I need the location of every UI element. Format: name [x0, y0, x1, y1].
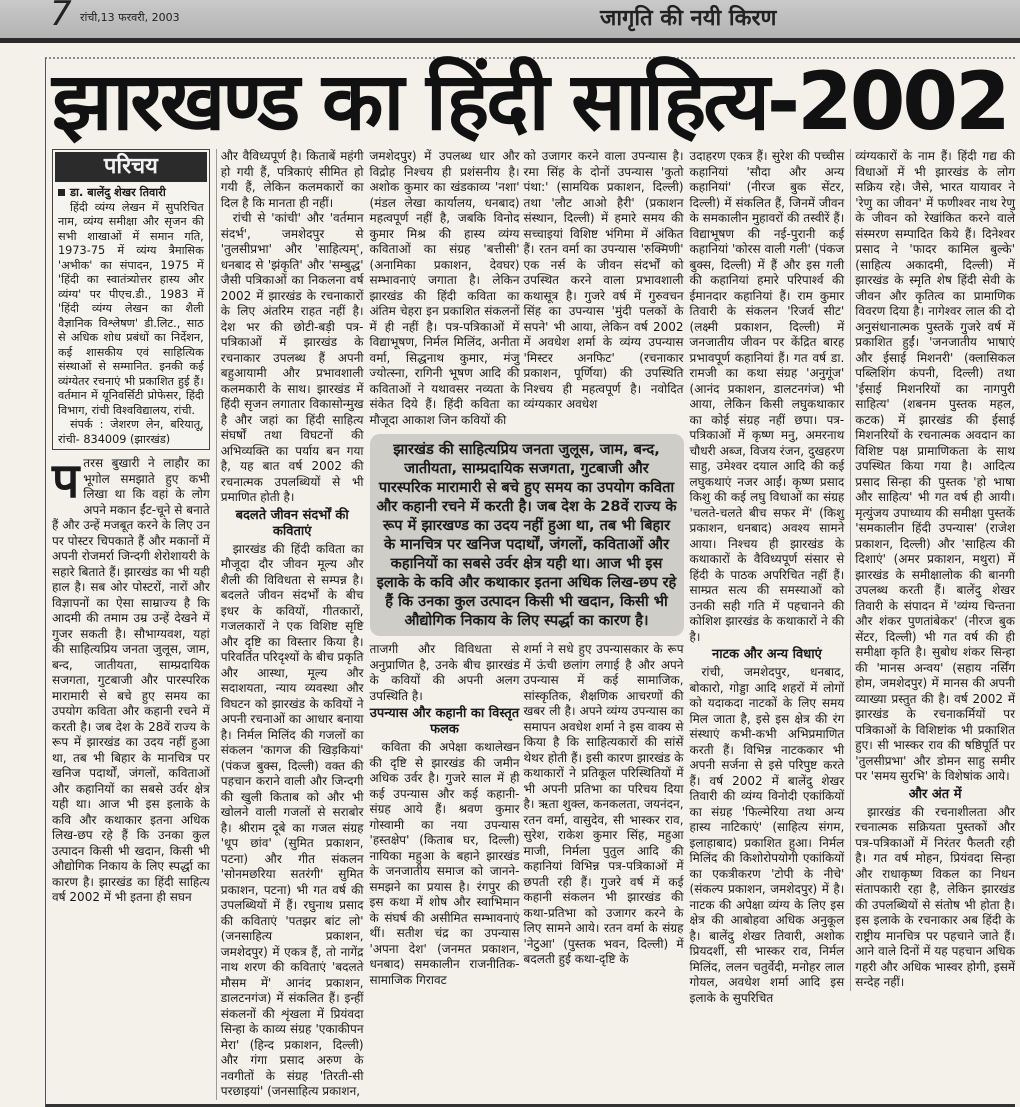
paragraph: झारखंड की हिंदी कविता का मौजूदा दौर जीवन मूल्य और शैली की विविधता से सम्पन्न है। बदलते जीवन संदर्भों के बीच इधर के कवियों, गीतकारों, गजलकारों ने एक विशिष्ट सृष्टि और दृष्टि का विस्तार किया है। परिवर्तित परिदृश्यों के बीच प्रकृति और आस्था, मूल्य और सदाशयता, न्याय व्यवस्था और विघटन को झारखंड के कवियों ने अपनी रचनाओं का आधार बनाया है। निर्मल मिलिंद की गजलों का संकलन 'कागज की खिड़कियां' (पंकज बुक्स, दिल्ली) वक्त की पहचान कराने वाली और जिन्दगी की खुली किताब को और भी खोलने वाली गजलों से सराबोर है। श्रीराम दूबे का गजल संग्रह 'धूप छांव' (सुमित प्रकाशन, पटना) और गीत संकलन 'सोनमछरिया सतरंगी' सुमित प्रकाशन, पटना) भी गत वर्ष की उपलब्धियों में हैं। रघुनाथ प्रसाद की कविताएं 'पतझर बांट लो' (जनसाहित्य प्रकाशन, जमशेदपुर) में एकत्र हैं, तो नागेंद्र नाथ शरण की कविताएं 'बदलते मौसम में' आनंद प्रकाशन, डालटनगंज) में संकलित हैं। इन्हीं संकलनों की शृंखला में प्रियंवदा सिन्हा के काव्य संग्रह 'एकाकीपन मेरा' (हिन्द प्रकाशन, दिल्ली) और गंगा प्रसाद अरुण के नवगीतों के संग्रह 'तिरती-सी परछाइयां' (जनसाहित्य प्रकाशन,	[220, 541, 364, 1098]
column-3-bottom	[370, 642, 520, 988]
column-4-bottom	[524, 642, 684, 988]
lead-column	[52, 453, 210, 906]
author-bio-text: हिंदी व्यंग्य लेखन में सुपरिचित नाम, व्यंग्य समीक्षा और सृजन की सभी शाखाओं में समान गति, 1973-75 में व्यंग्य त्रैमासिक 'अभीक' का संपादन, 1975 में 'हिंदी का स्वातंत्र्योत्तर हास्य और व्यंग्य' पर पीएच.डी., 1983 में 'हिंदी व्यंग्य लेखन का शैली वैज्ञानिक विश्लेषण' डी.लिट., साठ से अधिक शोध प्रबंधों का निर्देशन, कई शासकीय एवं साहित्यिक संस्थाओं से सम्मानित. इनकी कई व्यंग्येतर रचनाएं भी प्रकाशित हुई हैं। वर्तमान में यूनिवर्सिटी प्रोफेसर, हिंदी विभाग, रांची विश्वविद्यालय, रांची.	[58, 200, 204, 417]
article-columns	[52, 149, 1015, 1100]
column-6	[850, 149, 1015, 991]
middle-columns	[370, 149, 684, 988]
column-3-top	[370, 149, 520, 428]
subheading: नाटक और अन्य विधाएं	[712, 647, 822, 662]
paragraph: जमशेदपुर) में उपलब्ध धार और विद्रोह निश्चय ही प्रशंसनीय है। अशोक कुमार का खंडकाव्य 'नशा' (मंडल लेखा कार्यालय, धनबाद) महत्वपूर्ण नहीं है, जबकि विनोद कुमार मिश्र की हास्य व्यंग्य कविताओं का संग्रह 'बत्तीसी' (अनामिका प्रकाशन, देवघर) सम्भावनाएं जगाता है। लेकिन झारखंड की हिंदी कविता का अंतिम चेहरा इन प्रकाशित संकलनों में ही नहीं है। पत्र-पत्रिकाओं में विद्याभूषण, निर्मल मिलिंद, अनीता वर्मा, सिद्धनाथ कुमार, मंजु ज्योत्स्ना, रागिनी भूषण आदि की कविताओं ने यथावसर नव्यता के संकेत दिये हैं। हिंदी कविता का मौजूदा आकाश जिन कवियों की	[369, 149, 520, 427]
paragraph: को उजागर करने वाला उपन्यास है। रमा सिंह के दोनों उपन्यास 'कुतो पंथा:' (सामयिक प्रकाशन, दिल्ली) तथा 'लौट आओ हैरी' (प्रकाशन संस्थान, दिल्ली) में हमारे समय की सच्चाइयां विशिष्ट भंगिमा में अंकित हैं। रतन वर्मा का उपन्यास 'रुक्मिणी' एक नर्स के जीवन संदर्भों को उपस्थित करने वाला प्रभावशाली कथासूत्र है। गुजरे वर्ष में गुरुवचन सिंह का उपन्यास 'मुंदी पलकों के सपने' भी आया, लेकिन वर्ष 2002 में अवधेश शर्मा के व्यंग्य उपन्यास 'मिस्टर अनफिट' (रचनाकार प्रकाशन, पूर्णिया) की उपस्थिति निश्चय ही महत्वपूर्ण है। नवोदित व्यंग्यकार अवधेश	[523, 149, 684, 411]
subheading: और अंत में	[908, 786, 962, 802]
page-header-bar	[0, 0, 1020, 43]
paragraph: कविता की अपेक्षा कथालेखन की दृष्टि से झारखंड की जमीन अधिक उर्वर है। गुजरे साल में ही कई उपन्यास और कई कहानी-संग्रह आये हैं। श्रवण कुमार गोस्वामी का नया उपन्यास 'हस्तक्षेप' (किताब घर, दिल्ली) नायिका महुआ के बहाने झारखंड के जनजातीय समाज को जानने-समझने का प्रयास है। रंगपुर की इस कथा में शोष और स्वाभिमान के संघर्ष की असीमित सम्भावनाएं थीं। सतीश चंद्र का उपन्यास 'अपना देश' (जनमत प्रकाशन, धनबाद) समकालीन राजनीतिक-सामाजिक गिरावट	[369, 740, 520, 987]
page-number: 7	[50, 0, 72, 34]
paragraph: रांची, जमशेदपुर, धनबाद, बोकारो, गोड्डा आदि शहरों में लोगों को यदाकदा नाटकों के लिए समय मिल जाता है, इसे इस क्षेत्र की रंग संस्थाएं कभी-कभी अभिप्रमाणित करती हैं। विभिन्न नाटककार भी अपनी सर्जना से इसे परिपुष्ट करते हैं। वर्ष 2002 में बालेंदु शेखर तिवारी की व्यंग्य विनोदी एकांकियों का संग्रह 'फिल्मेरिया तथा अन्य हास्य नाटिकाएं' (साहित्य संगम, इलाहाबाद) प्रकाशित हुआ। निर्मल मिलिंद की किशोरोपयोगी एकांकियों का एकत्रीकरण 'टोपी के नीचे' (संकल्प प्रकाशन, जमशेदपुर) में है। नाटक की अपेक्षा व्यंग्य के लिए इस क्षेत्र की आबोहवा अधिक अनुकूल है। बालेंदु शेखर तिवारी, अशोक प्रियदर्शी, सी भास्कर राव, निर्मल मिलिंद, ललन चतुर्वेदी, मनोहर लाल गोयल, अवधेश शर्मा आदि इस इलाके के सुपरिचित	[689, 665, 845, 1005]
column-5	[690, 149, 845, 1006]
dateline: रांची,13 फरवरी, 2003	[80, 11, 180, 24]
author-name: डा. बालेंदु शेखर तिवारी	[58, 186, 204, 201]
article-frame	[45, 57, 1015, 1107]
pull-quote-box	[370, 434, 684, 636]
drop-cap: प	[52, 453, 80, 509]
pull-quote-text: झारखंड की साहित्यप्रिय जनता जुलूस, जाम, बन्द, जातीयता, साम्प्रदायिक सजगता, गुटबाजी और पारस्परिक मारामारी से बचे हुए समय का उपयोग कविता और कहानी रचने में करती है। जब देश के 28वें राज्य के रूप में झारखण्ड का उदय नहीं हुआ था, तब भी बिहार के मानचित्र पर खनिज पदार्थों, जंगलों, कविताओं और कहानियों का सबसे उर्वर क्षेत्र यही था। आज भी इस इलाके के कवि और कथाकार इतना अधिक लिख-छप रहे हैं कि उनका कुल उत्पादन किसी भी खदान, किसी भी औद्योगिक निकाय के लिए स्पर्द्धा का कारण है।	[376, 441, 677, 629]
left-column	[52, 149, 210, 906]
bio-title: परिचय	[55, 152, 207, 182]
paragraph: शर्मा ने सधे हुए उपन्यासकार के रूप में ऊंची छलांग लगाई है और अपने उपन्यास में कई सामाजिक, सांस्कृतिक, शैक्षणिक आचरणों की खबर ली है। अपने व्यंग्य उपन्यास का समापन अवधेश शर्मा ने इस वाक्य से किया है कि साहित्यकारों की सांसें थेथर होती हैं। इसी कारण झारखंड के कथाकारों ने प्रतिकूल परिस्थितियों में भी अपनी प्रतिभा का परिचय दिया है। ऋता शुक्ल, कनकलता, जयनंदन, रतन वर्मा, वासुदेव, सी भास्कर राव, सुरेश, राकेश कुमार सिंह, महुआ माजी, निर्मला पुतुल आदि की कहानियां विभिन्न पत्र-पत्रिकाओं में छपती रही हैं। गुजरे वर्ष में कई कहानी संकलन भी झारखंड की कथा-प्रतिभा को उजागर करने के लिए सामने आये। रतन वर्मा के संग्रह 'नेटुआ' (पुस्तक भवन, दिल्ली) में बदलती हुई कथा-दृष्टि के	[523, 642, 684, 966]
section-title: जागृति की नयी किरण	[600, 6, 777, 31]
paragraph: उदाहरण एकत्र हैं। सुरेश की पच्चीस कहानियां 'सौदा और अन्य कहानियां' (नीरज बुक सेंटर, दिल्ली) में संकलित हैं, जिनमें जीवन के समकालीन मुहावरों की तस्वीरें हैं। विद्याभूषण की नई-पुरानी कई कहानियां 'कोरस वाली गली' (पंकज बुक्स, दिल्ली) में हैं और इस गली की कहानियां हमारे परिपार्श्व की ईमानदार कहानियां हैं। राम कुमार तिवारी के संकलन 'रिजर्व सीट' (लक्ष्मी प्रकाशन, दिल्ली) में जनजातीय जीवन पर केंद्रित बारह प्रभावपूर्ण कहानियां हैं। गत वर्ष डा. रामजी का कथा संग्रह 'अनुगूंज' (आनंद प्रकाशन, डालटनगंज) भी आया, लेकिन किसी लघुकथाकार का कोई संग्रह नहीं छपा। पत्र-पत्रिकाओं में कृष्ण मनु, अमरनाथ चौधरी अब्ज, विजय रंजन, दुखहरण साहु, उमेश्वर दयाल आदि की कई लघुकथाएं नजर आईं। कृष्ण प्रसाद किशु की कई लघु विधाओं का संग्रह 'चलते-चलते बीच सफर में' (किशु प्रकाशन, धनबाद) अवश्य सामने आया। निश्चय ही झारखंड के कथाकारों के वैविध्यपूर्ण संसार से हिंदी के पाठक अपरिचित नहीं हैं। साम्प्रत सत्य की समस्याओं को उनकी सही गति में पहचानने की कोशिश झारखंड के कथाकारों ने की है।	[689, 149, 845, 644]
subheading: बदलते जीवन संदर्भों की कविताएं	[235, 507, 349, 539]
paragraph: व्यंग्यकारों के नाम हैं। हिंदी गद्य की विधाओं में भी झारखंड के लोग सक्रिय रहे। जैसे, भारत यायावर ने 'रेणु का जीवन' में फणीश्वर नाथ रेणु के जीवन को रेखांकित करने वाले संस्मरण सम्पादित किये हैं। दिनेश्वर प्रसाद ने 'फादर कामिल बुल्के' (साहित्य अकादमी, दिल्ली) में झारखंड के स्मृति शेष हिंदी सेवी के जीवन और कृतित्व का प्रामाणिक विवरण दिया है। नागेश्वर लाल की दो अनुसंधानात्मक पुस्तकें गुजरे वर्ष में प्रकाशित हुईं। 'जनजातीय भाषाएं और ईसाई मिशनरी' (क्लासिकल पब्लिशिंग कंपनी, दिल्ली) तथा 'ईसाई मिशनरियों का नागपुरी साहित्य' (शबनम पुस्तक महल, कटक) में झारखंड की ईसाई मिशनरियों के रचनात्मक अवदान का विशिष्ट पक्ष प्रामाणिकता के साथ उपस्थित किया गया है। आदित्य प्रसाद सिन्हा की पुस्तक 'हो भाषा और साहित्य' भी गत वर्ष ही आयी। मृत्युंजय उपाध्याय की समीक्षा पुस्तकें 'समकालीन हिंदी उपन्यास' (राजेश प्रकाशन, दिल्ली) और 'साहित्य की दिशाएं' (अमर प्रकाशन, मथुरा) में झारखंड के समीक्षालोक की बानगी उपलब्ध करती हैं। बालेंदु शेखर तिवारी के संपादन में 'व्यंग्य चिन्तना और शंकर पुणतांबेकर' (नीरज बुक सेंटर, दिल्ली) भी गत वर्ष की ही समीक्षा कृति है। सुबोध शंकर सिन्हा की 'मानस अन्वय' (सहाय नर्सिंग होम, जमशेदपुर) में मानस की अपनी व्याख्या प्रस्तुत की है। वर्ष 2002 में झारखंड के रचनाकर्मियों पर पत्रिकाओं के विशिष्टांक भी प्रकाशित हुए। सी भास्कर राव की षष्ठिपूर्ति पर 'तुलसीप्रभा' और डोमन साहु समीर पर 'समय सुरभि' के विशेषांक आये।	[855, 149, 1015, 783]
author-contact: संपर्क : जेशरण लेन, बरियातू, रांची- 834009 (झारखंड)	[58, 418, 204, 446]
column-2	[216, 149, 364, 1100]
paragraph: झारखंड की रचनाशीलता और रचनात्मक सक्रियता पुस्तकों और पत्र-पत्रिकाओं में निरंतर फैलती रही है। गत वर्ष मोहन, प्रियंवदा सिन्हा और राधाकृष्ण विकल का निधन संतापकारी रहा है, लेकिन झारखंड की उपलब्धियों से संतोष भी होता है। इस इलाके के रचनाकार अब हिंदी के राष्ट्रीय मानचित्र पर पहचाने जाते हैं। आने वाले दिनों में यह पहचान अधिक गहरी और अधिक भास्वर होगी, इसमें सन्देह नहीं।	[855, 804, 1015, 989]
article-headline: झारखण्ड का हिंदी साहित्य-2002	[52, 55, 1008, 148]
paragraph: और वैविध्यपूर्ण है। किताबें महंगी हो गयी हैं, पत्रिकाएं सीमित हो गयी हैं, लेकिन कलमकारों का दिल है कि मानता ही नहीं।	[220, 149, 364, 210]
paragraph: रांची से 'कांची' और 'वर्तमान संदर्भ', जमशेदपुर से 'तुलसीप्रभा' और 'साहित्यम्', धनबाद से 'झंकृति' और 'सम्बुद्ध' जैसी पत्रिकाओं का निकलना वर्ष 2002 में झारखंड के रचनाकारों के लिए अंतरिम राहत नहीं है। देश भर की छोटी-बड़ी पत्र-पत्रिकाओं में झारखंड के रचनाकार उपलब्ध हैं अपनी बहुआयामी और प्रभावशाली कलमकारी के साथ। झारखंड में हिंदी सृजन लगातार विकासोन्मुख है और जहां का हिंदी साहित्य संघर्षों तथा विघटनों की अभिव्यक्ति का पर्याय बन गया है, यह बात वर्ष 2002 की रचनात्मक उपलब्धियों से भी प्रमाणित होती है।	[220, 211, 364, 504]
author-bio-box	[52, 149, 210, 450]
subheading: उपन्यास और कहानी का विस्तृत फलक	[369, 706, 520, 737]
lead-paragraph: तरस बुखारी ने लाहौर का भूगोल समझाते हुए कभी लिखा था कि वहां के लोग अपने मकान ईंट-चूने से बनाते हैं और उन्हें मजबूत करने के लिए उन पर पोस्टर चिपकाते हैं और मकानों में अपनी रोजमर्रा जिन्दगी शेरोशायरी के सहारे बिताते हैं। झारखंड का भी यही हाल है। सब ओर पोस्टरों, नारों और विज्ञापनों का ऐसा साम्राज्य है कि आदमी की तमाम उम्र उन्हें देखने में गुजर सकती है। सौभाग्यवश, यहां की साहित्यप्रिय जनता जुलूस, जाम, बन्द, जातीयता, साम्प्रदायिक सजगता, गुटबाजी और पारस्परिक मारामारी से बचे हुए समय का उपयोग कविता और कहानी रचने में करती है। जब देश के 28वें राज्य के रूप में झारखंड का उदय नहीं हुआ था, तब भी बिहार के मानचित्र पर खनिज पदार्थों, जंगलों, कविताओं और कहानियों का सबसे उर्वर क्षेत्र यही था। आज भी इस इलाके के कवि और कथाकार इतना अधिक लिख-छप रहे हैं कि उनका कुल उत्पादन किसी भी खदान, किसी भी औद्योगिक निकाय के लिए स्पर्द्धा का कारण है। झारखंड का हिंदी साहित्य वर्ष 2002 में भी इतना ही सघन	[52, 456, 210, 904]
paragraph: ताजगी और विविधता से अनुप्राणित है, उनके बीच झारखंड के कवियों की अपनी अलग उपस्थिति है।	[369, 642, 520, 703]
column-4-top	[524, 149, 684, 428]
